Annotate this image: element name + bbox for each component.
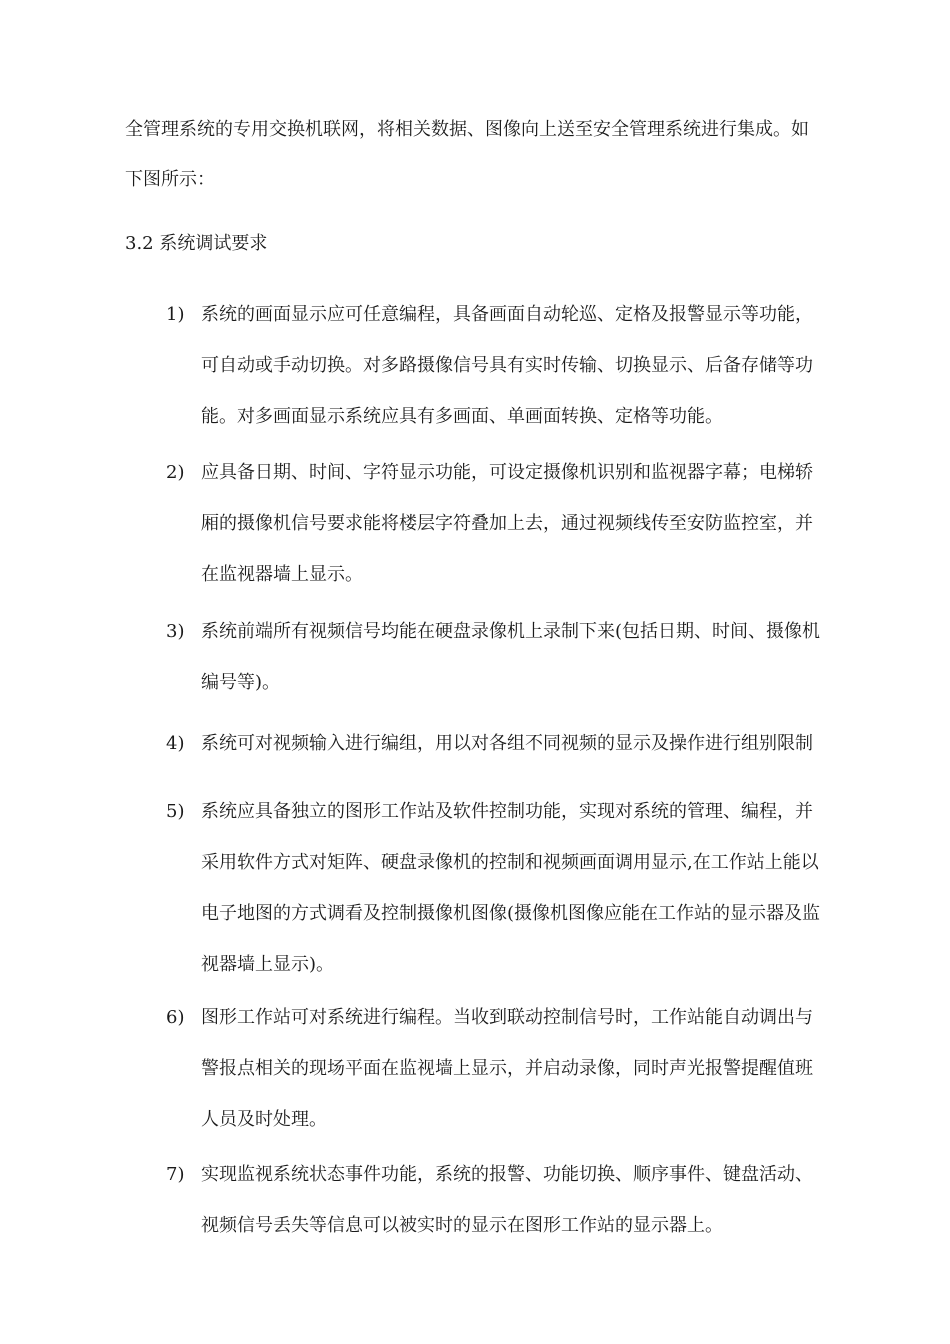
list-item-line: 系统可对视频输入进行编组，用以对各组不同视频的显示及操作进行组别限制	[201, 733, 813, 754]
intro-line-1: 全管理系统的专用交换机联网，将相关数据、图像向上送至安全管理系统进行集成。如	[125, 119, 809, 140]
list-item-line: 人员及时处理。	[201, 1109, 327, 1130]
list-item-line: 视器墙上显示)。	[201, 954, 335, 975]
list-item-line: 在监视器墙上显示。	[201, 564, 363, 585]
list-item-line: 能。对多画面显示系统应具有多画面、单画面转换、定格等功能。	[201, 406, 723, 427]
list-item-number: 1)	[166, 304, 185, 325]
list-item-line: 应具备日期、时间、字符显示功能，可设定摄像机识别和监视器字幕；电梯轿	[201, 462, 813, 483]
list-item-line: 实现监视系统状态事件功能，系统的报警、功能切换、顺序事件、键盘活动、	[201, 1164, 813, 1185]
list-item-number: 4)	[166, 733, 185, 754]
list-item-line: 采用软件方式对矩阵、硬盘录像机的控制和视频画面调用显示,在工作站上能以	[201, 852, 819, 873]
list-item	[201, 1006, 866, 1132]
list-item	[201, 620, 866, 695]
list-item-number: 6)	[166, 1007, 185, 1028]
list-item	[201, 1163, 866, 1238]
list-item-number: 7)	[166, 1164, 185, 1185]
list-item	[201, 461, 866, 587]
list-item-line: 视频信号丢失等信息可以被实时的显示在图形工作站的显示器上。	[201, 1215, 723, 1236]
list-item-number: 5)	[166, 801, 185, 822]
list-item-line: 可自动或手动切换。对多路摄像信号具有实时传输、切换显示、后备存储等功	[201, 355, 813, 376]
intro-line-2: 下图所示：	[125, 169, 215, 190]
list-item-line: 系统应具备独立的图形工作站及软件控制功能，实现对系统的管理、编程，并	[201, 801, 813, 822]
list-item	[201, 800, 866, 977]
list-item	[201, 303, 866, 429]
list-item-line: 编号等)。	[201, 672, 281, 693]
list-item-number: 2)	[166, 462, 185, 483]
list-item-number: 3)	[166, 621, 185, 642]
list-item-line: 电子地图的方式调看及控制摄像机图像(摄像机图像应能在工作站的显示器及监	[201, 903, 821, 924]
list-item-line: 厢的摄像机信号要求能将楼层字符叠加上去，通过视频线传至安防监控室，并	[201, 513, 813, 534]
list-item-line: 图形工作站可对系统进行编程。当收到联动控制信号时，工作站能自动调出与	[201, 1007, 813, 1028]
list-item	[201, 732, 866, 756]
list-item-line: 警报点相关的现场平面在监视墙上显示，并启动录像，同时声光报警提醒值班	[201, 1058, 813, 1079]
list-item-line: 系统的画面显示应可任意编程，具备画面自动轮巡、定格及报警显示等功能，	[201, 304, 813, 325]
section-heading: 3.2 系统调试要求	[125, 233, 268, 254]
list-item-line: 系统前端所有视频信号均能在硬盘录像机上录制下来(包括日期、时间、摄像机	[201, 621, 821, 642]
